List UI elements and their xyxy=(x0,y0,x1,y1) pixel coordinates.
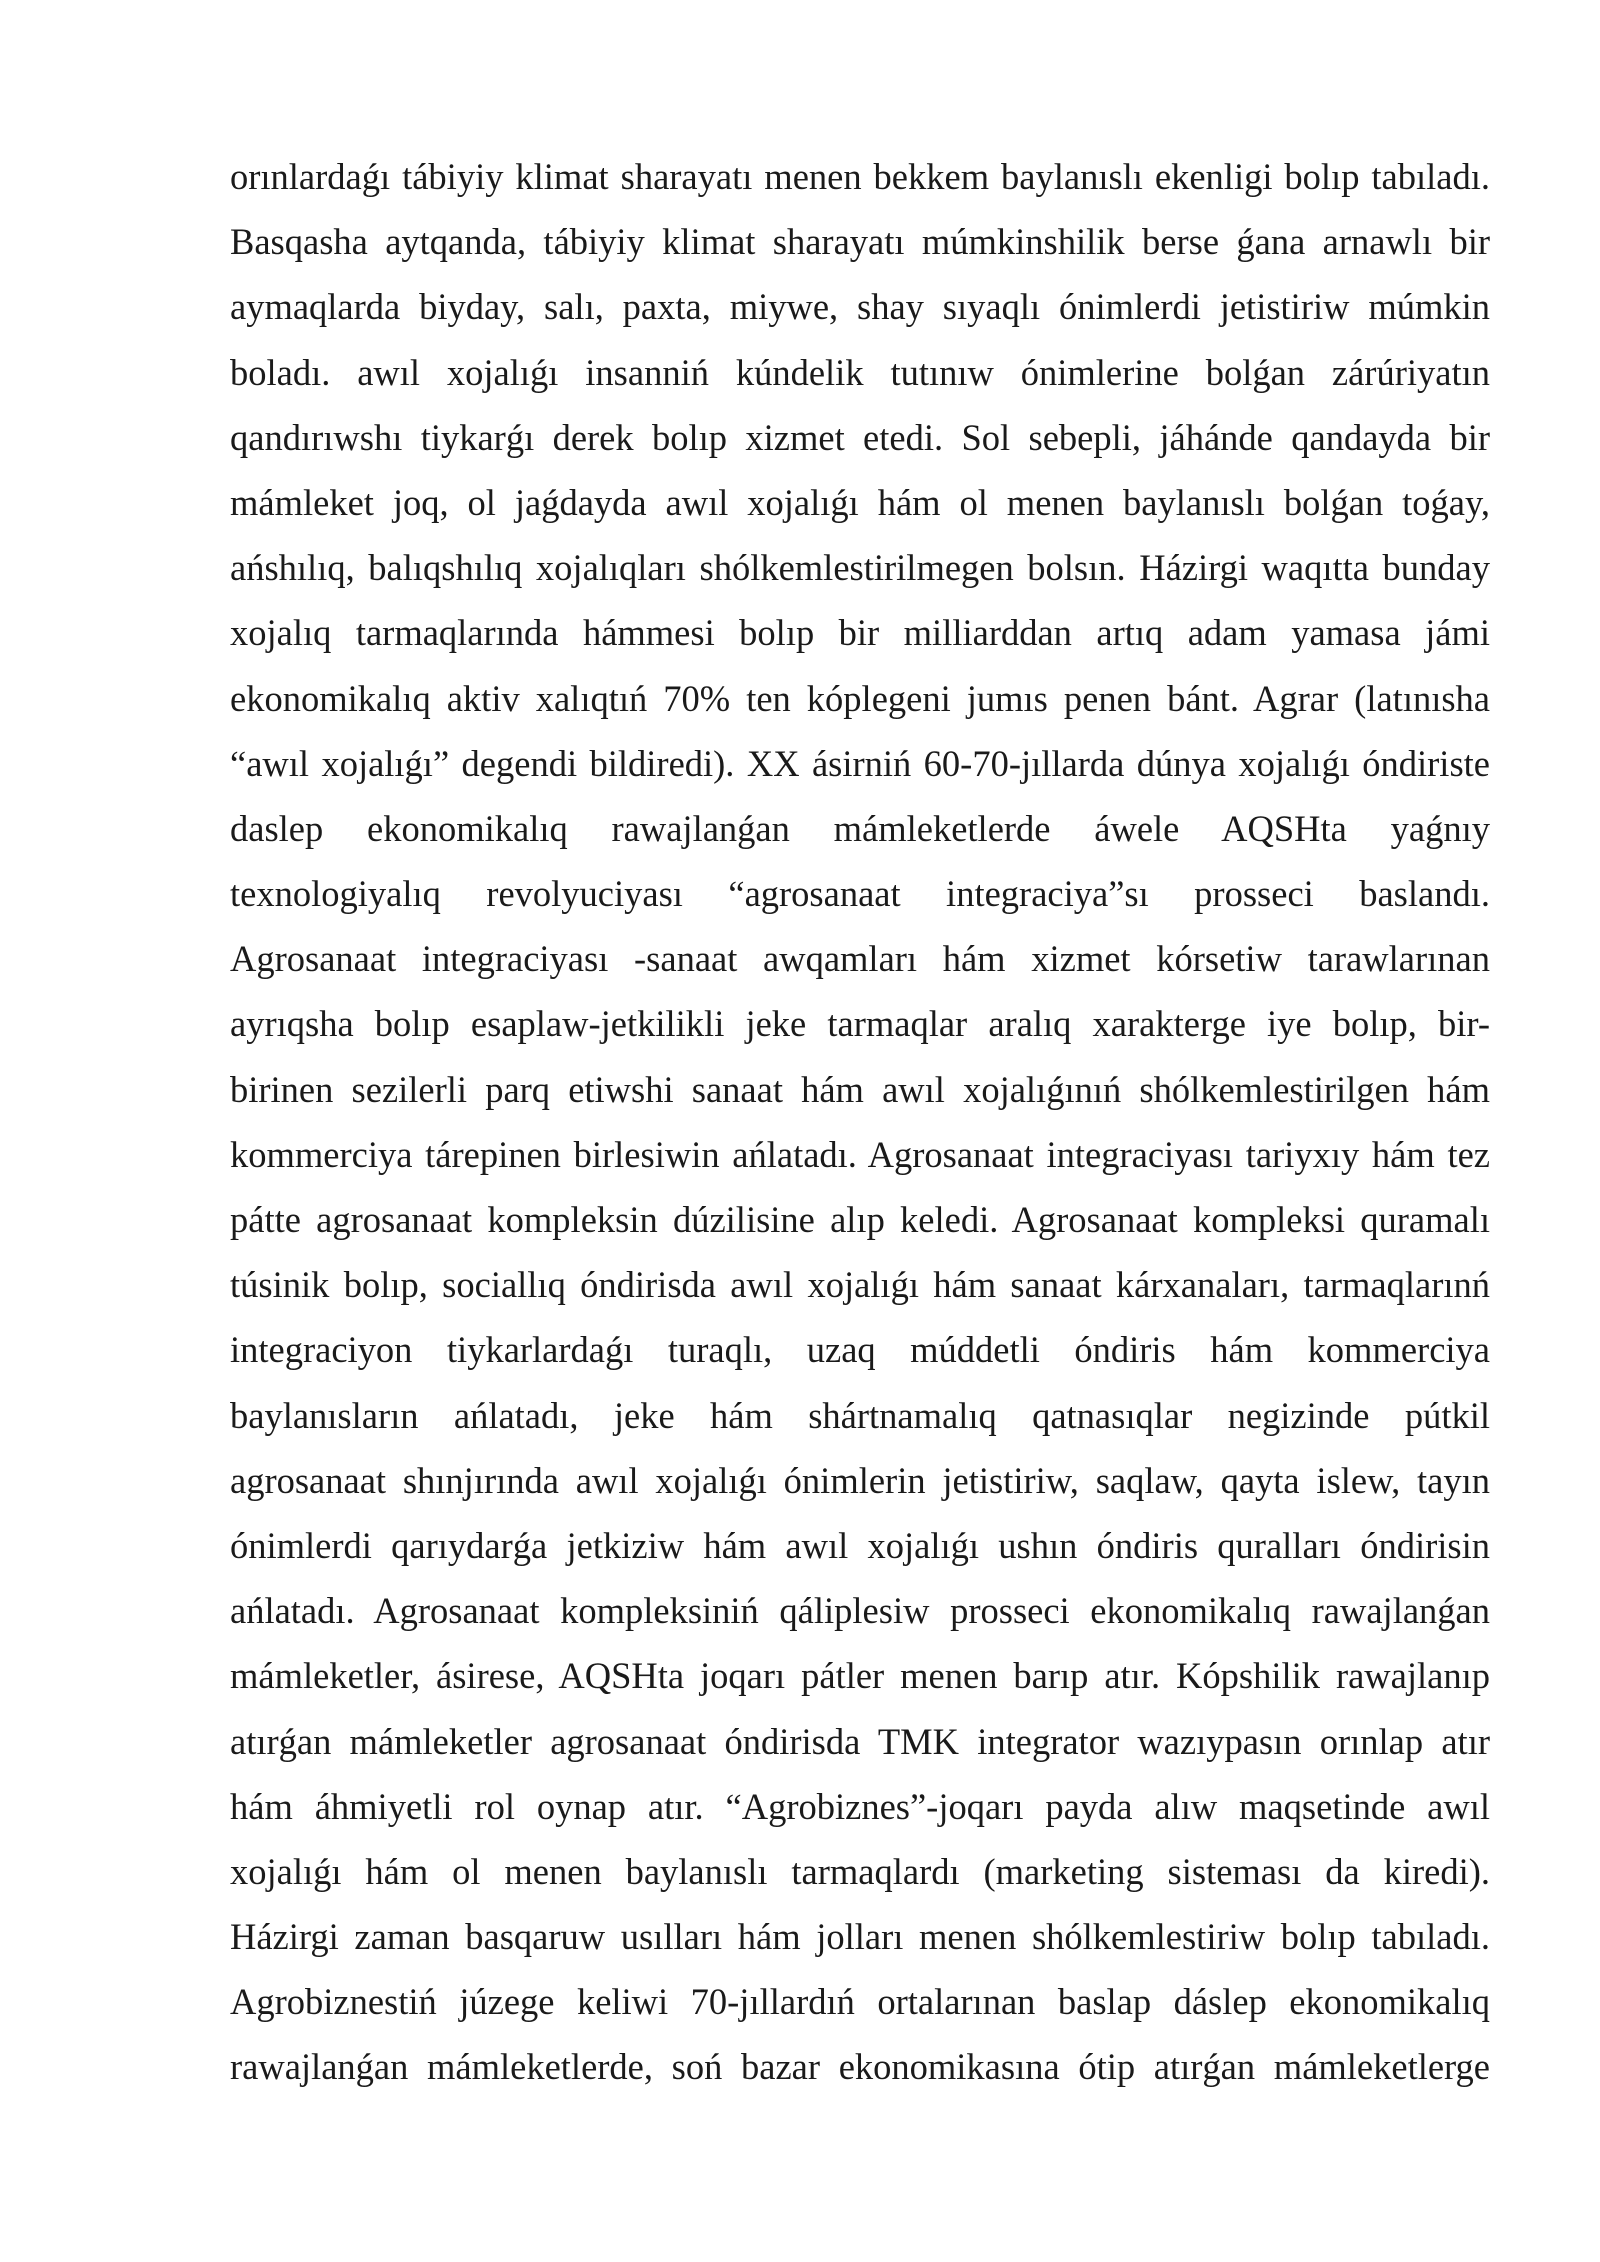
text-line: ónimlerdi qarıydarǵa jetkiziw hám awıl xojalıǵı ushın óndiris quralları óndirisin xyxy=(230,1524,1490,1566)
text-line: “awıl xojalıǵı” degendi bildiredi). XX ásirniń 60-70-jıllarda dúnya xojalıǵı óndiriste xyxy=(230,742,1490,784)
text-line: qandırıwshı tiykarǵı derek bolıp xizmet etedi. Sol sebepli, jáhánde qandayda bir xyxy=(230,416,1490,458)
text-line: xojalıq tarmaqlarında hámmesi bolıp bir milliarddan artıq adam yamasa jámi xyxy=(230,612,1490,654)
text-line: ayrıqsha bolıp esaplaw-jetkilikli jeke tarmaqlar aralıq xarakterge iye bolıp, bir- xyxy=(230,1003,1490,1045)
text-line: Basqasha aytqanda, tábiyiy klimat sharayatı múmkinshilik berse ǵana arnawlı bir xyxy=(230,221,1490,263)
text-line: xojalıǵı hám ol menen baylanıslı tarmaqlardı (marketing sisteması da kiredi). xyxy=(230,1850,1490,1892)
text-line: Agrosanaat integraciyası -sanaat awqamları hám xizmet kórsetiw tarawlarınan xyxy=(230,938,1490,980)
text-line: túsinik bolıp, sociallıq óndirisda awıl xojalıǵı hám sanaat kárxanaları, tarmaqlarınń xyxy=(230,1264,1490,1306)
text-line: ekonomikalıq aktiv xalıqtıń 70% ten kóplegeni jumıs penen bánt. Agrar (latınısha xyxy=(230,677,1490,719)
text-line: ańshılıq, balıqshılıq xojalıqları shólkemlestirilmegen bolsın. Házirgi waqıtta bunday xyxy=(230,547,1490,589)
text-line: boladı. awıl xojalıǵı insanniń kúndelik tutınıw ónimlerine bolǵan zárúriyatın xyxy=(230,351,1490,393)
text-line: aymaqlarda biyday, salı, paxta, miywe, shay sıyaqlı ónimlerdi jetistiriw múmkin xyxy=(230,286,1490,328)
text-line: Agrobiznestiń júzege keliwi 70-jıllardıń ortalarınan baslap dáslep ekonomikalıq xyxy=(230,1981,1490,2023)
text-line: mámleketler, ásirese, AQSHta joqarı pátler menen barıp atır. Kópshilik rawajlanıp xyxy=(230,1655,1490,1697)
text-line: daslep ekonomikalıq rawajlanǵan mámleketlerde áwele AQSHta yaǵnıy xyxy=(230,807,1490,849)
text-line: integraciyon tiykarlardaǵı turaqlı, uzaq múddetli óndiris hám kommerciya xyxy=(230,1329,1490,1371)
text-line: pátte agrosanaat kompleksin dúzilisine alıp keledi. Agrosanaat kompleksi quramalı xyxy=(230,1199,1490,1240)
text-line: orınlardaǵı tábiyiy klimat sharayatı menen bekkem baylanıslı ekenligi bolıp tabıladı. xyxy=(230,156,1490,197)
text-line: hám áhmiyetli rol oynap atır. “Agrobiznes”-joqarı payda alıw maqsetinde awıl xyxy=(230,1785,1490,1827)
text-line: kommerciya tárepinen birlesiwin ańlatadı. Agrosanaat integraciyası tariyxıy hám tez xyxy=(230,1133,1490,1175)
text-line: mámleket joq, ol jaǵdayda awıl xojalıǵı hám ol menen baylanıslı bolǵan toǵay, xyxy=(230,481,1490,523)
text-line: birinen sezilerli parq etiwshi sanaat hám awıl xojalıǵınıń shólkemlestirilgen hám xyxy=(230,1068,1490,1110)
text-line: Házirgi zaman basqaruw usılları hám jolları menen shólkemlestiriw bolıp tabıladı. xyxy=(230,1916,1490,1958)
text-line: baylanısların ańlatadı, jeke hám shártnamalıq qatnasıqlar negizinde pútkil xyxy=(230,1394,1490,1436)
text-line: agrosanaat shınjırında awıl xojalıǵı ónimlerin jetistiriw, saqlaw, qayta islew, tayın xyxy=(230,1459,1490,1501)
text-line: rawajlanǵan mámleketlerde, soń bazar ekonomikasına ótip atırǵan mámleketlerge xyxy=(230,2046,1490,2088)
text-line: ańlatadı. Agrosanaat kompleksiniń qáliplesiw prosseci ekonomikalıq rawajlanǵan xyxy=(230,1590,1490,1632)
body-paragraph xyxy=(230,144,1490,2100)
text-line: atırǵan mámleketler agrosanaat óndirisda TMK integrator wazıypasın orınlap atır xyxy=(230,1720,1490,1762)
text-line: texnologiyalıq revolyuciyası “agrosanaat integraciya”sı prosseci baslandı. xyxy=(230,873,1490,915)
